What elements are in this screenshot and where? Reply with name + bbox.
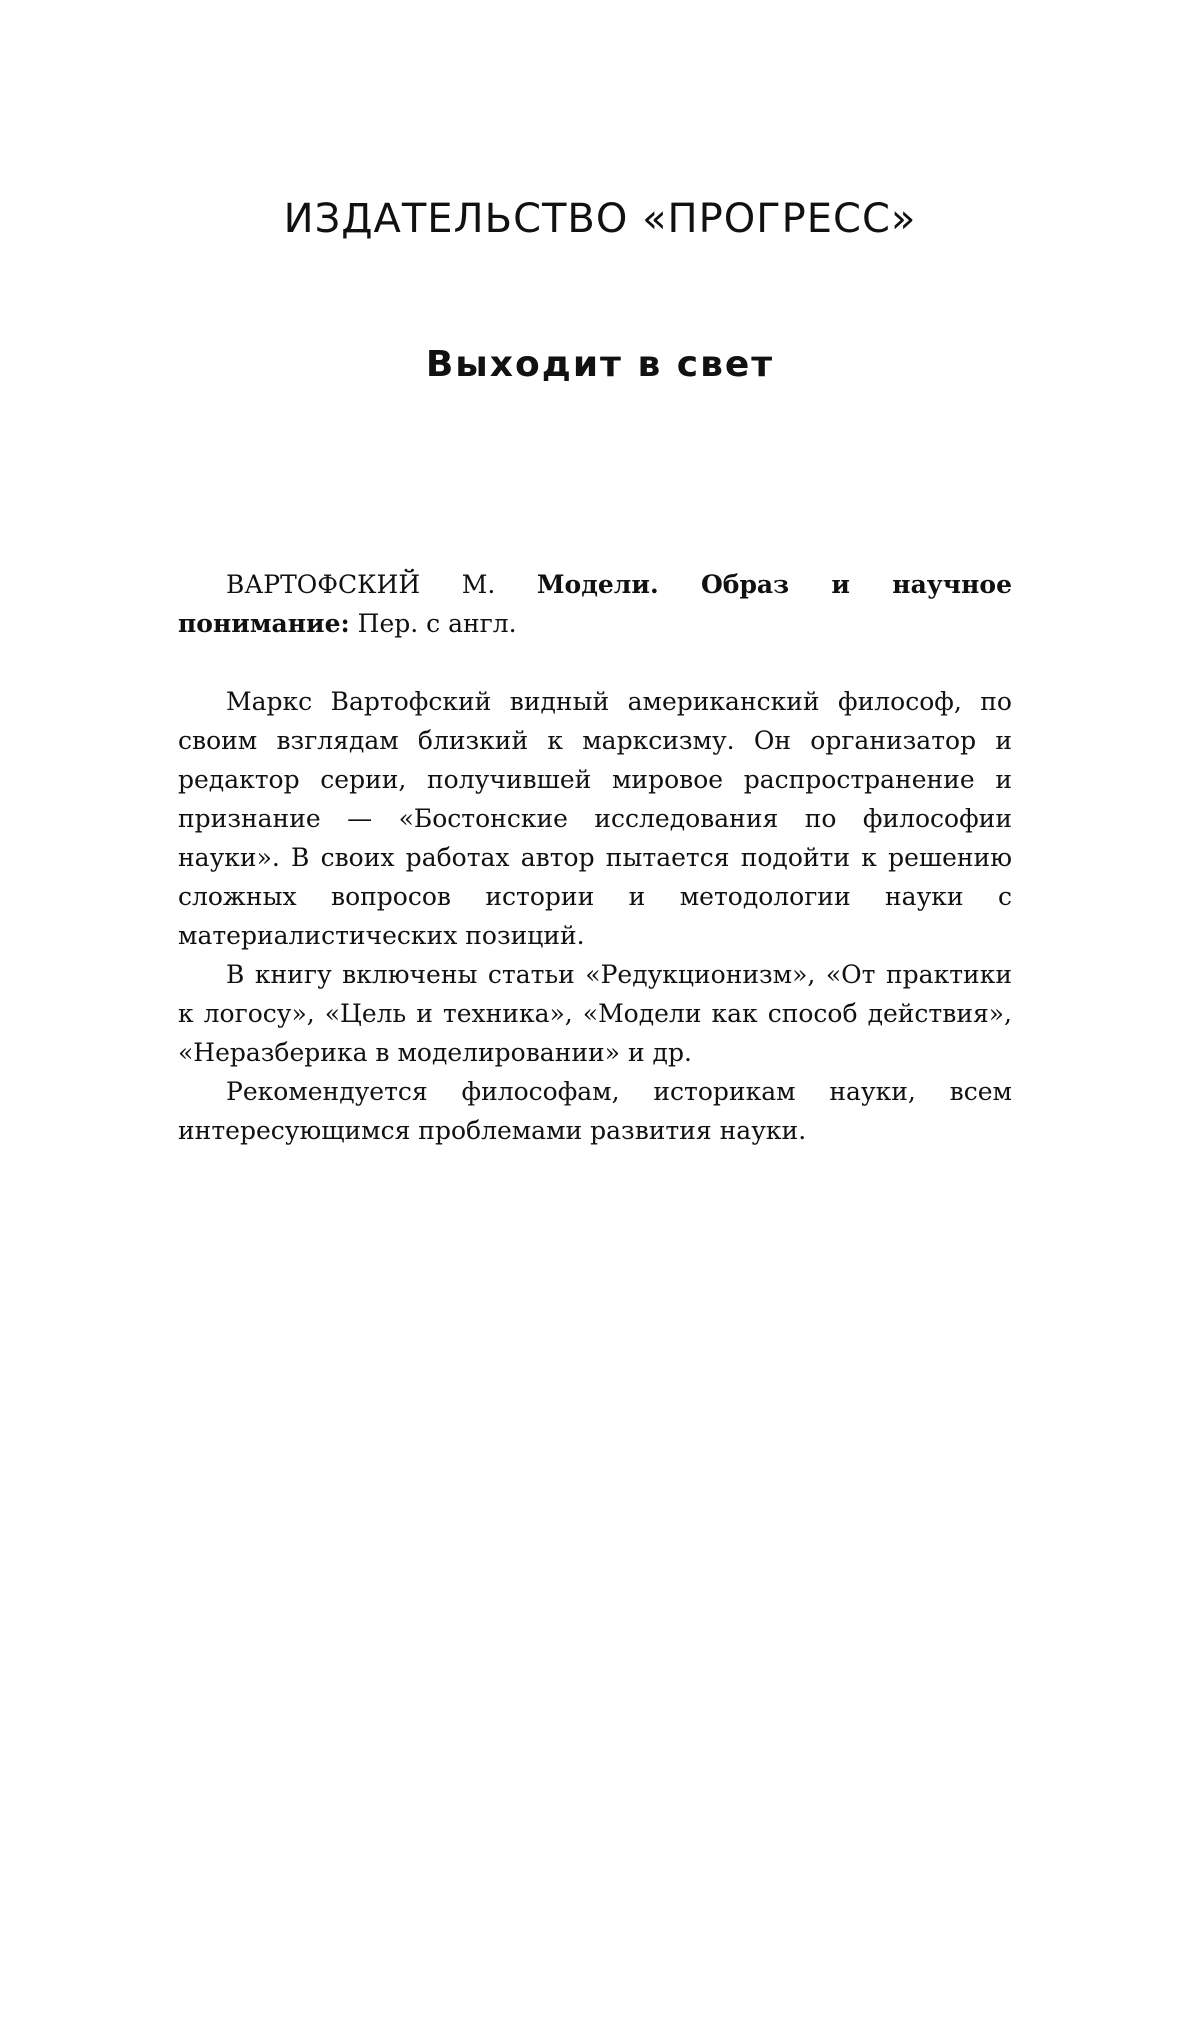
- announcement-body: [178, 565, 1012, 1150]
- book-entry: [178, 565, 1012, 643]
- release-subtitle: Выходит в свет: [425, 344, 775, 385]
- book-title: Модели. Образ и научное понимание:: [178, 570, 1012, 638]
- description-paragraph-3: Рекомендуется философам, историкам науки, всем интересующимся проблемами развития науки.: [178, 1077, 1012, 1145]
- book-author: ВАРТОФСКИЙ М.: [226, 570, 496, 599]
- book-translation-note: Пер. с англ.: [357, 609, 517, 638]
- publisher-heading: ИЗДАТЕЛЬСТВО «ПРОГРЕСС»: [283, 196, 917, 242]
- description-paragraph-1: Маркс Вартофский видный американский философ, по своим взглядам близкий к марксизму. Он организатор и редактор серии, получившей мировое распространение и признание — «Бостонские исследования по философии науки». В своих работах автор пытается подойти к решению сложных вопросов истории и методологии науки с материалистических позиций.: [178, 687, 1012, 950]
- description-paragraph-2: В книгу включены статьи «Редукционизм», «От практики к логосу», «Цель и техника», «Модели как способ действия», «Неразберика в моделировании» и др.: [178, 960, 1012, 1067]
